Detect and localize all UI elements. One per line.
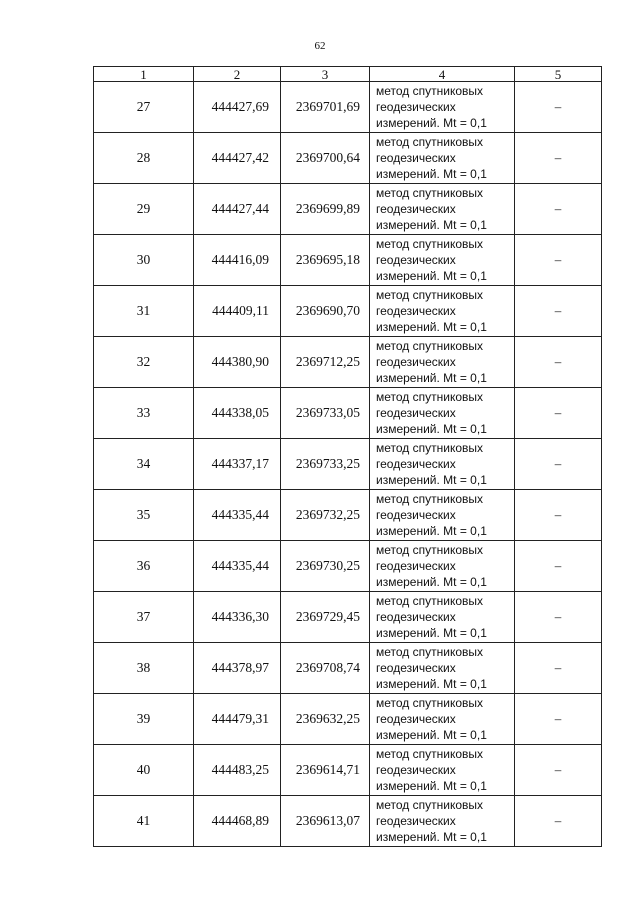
method-line: геодезических (376, 253, 456, 267)
method-line: метод спутниковых (376, 441, 484, 455)
coordinates-table (93, 66, 602, 847)
table-row (94, 643, 602, 694)
x-coordinate-cell: 444409,11 (194, 286, 281, 337)
x-coordinate-cell: 444479,31 (194, 694, 281, 745)
note-cell: – (515, 796, 602, 847)
note-cell: – (515, 592, 602, 643)
note-cell: – (515, 133, 602, 184)
method-line: геодезических (376, 610, 456, 624)
x-coordinate-cell: 444427,42 (194, 133, 281, 184)
note-cell: – (515, 184, 602, 235)
method-line: измерений. Mt = 0,1 (376, 575, 487, 589)
method-line: метод спутниковых (376, 288, 484, 302)
table-body (94, 67, 602, 847)
note-cell: – (515, 286, 602, 337)
method-line: измерений. Mt = 0,1 (376, 626, 487, 640)
x-coordinate-cell: 444427,44 (194, 184, 281, 235)
method-line: измерений. Mt = 0,1 (376, 167, 487, 181)
y-coordinate-cell: 2369732,25 (281, 490, 370, 541)
method-line: геодезических (376, 355, 456, 369)
method-line: метод спутниковых (376, 84, 484, 98)
method-line: измерений. Mt = 0,1 (376, 422, 487, 436)
method-cell (370, 643, 515, 694)
table-row (94, 133, 602, 184)
method-line: измерений. Mt = 0,1 (376, 677, 487, 691)
note-cell: – (515, 235, 602, 286)
y-coordinate-cell: 2369708,74 (281, 643, 370, 694)
x-coordinate-cell: 444378,97 (194, 643, 281, 694)
method-line: метод спутниковых (376, 696, 484, 710)
method-line: геодезических (376, 151, 456, 165)
method-line: метод спутниковых (376, 339, 484, 353)
x-coordinate-cell: 444335,44 (194, 541, 281, 592)
method-cell (370, 694, 515, 745)
note-cell: – (515, 490, 602, 541)
point-number-cell: 39 (94, 694, 194, 745)
method-line: метод спутниковых (376, 798, 484, 812)
method-cell (370, 541, 515, 592)
y-coordinate-cell: 2369733,05 (281, 388, 370, 439)
note-cell: – (515, 439, 602, 490)
point-number-cell: 34 (94, 439, 194, 490)
table-row (94, 439, 602, 490)
method-line: метод спутниковых (376, 237, 484, 251)
column-number-5: 5 (515, 67, 602, 82)
method-line: геодезических (376, 202, 456, 216)
method-line: измерений. Mt = 0,1 (376, 116, 487, 130)
note-cell: – (515, 82, 602, 133)
method-line: измерений. Mt = 0,1 (376, 473, 487, 487)
method-line: метод спутниковых (376, 186, 484, 200)
method-line: геодезических (376, 406, 456, 420)
method-line: геодезических (376, 508, 456, 522)
y-coordinate-cell: 2369699,89 (281, 184, 370, 235)
y-coordinate-cell: 2369700,64 (281, 133, 370, 184)
method-cell (370, 184, 515, 235)
method-line: геодезических (376, 559, 456, 573)
method-line: метод спутниковых (376, 645, 484, 659)
method-cell (370, 337, 515, 388)
y-coordinate-cell: 2369701,69 (281, 82, 370, 133)
table-row (94, 490, 602, 541)
table-row (94, 235, 602, 286)
y-coordinate-cell: 2369632,25 (281, 694, 370, 745)
point-number-cell: 38 (94, 643, 194, 694)
point-number-cell: 29 (94, 184, 194, 235)
column-number-3: 3 (281, 67, 370, 82)
method-cell (370, 235, 515, 286)
method-line: геодезических (376, 457, 456, 471)
table-row (94, 694, 602, 745)
method-line: измерений. Mt = 0,1 (376, 269, 487, 283)
method-cell (370, 592, 515, 643)
x-coordinate-cell: 444380,90 (194, 337, 281, 388)
method-line: геодезических (376, 100, 456, 114)
method-cell (370, 490, 515, 541)
point-number-cell: 30 (94, 235, 194, 286)
column-number-4: 4 (370, 67, 515, 82)
table-row (94, 541, 602, 592)
method-cell (370, 82, 515, 133)
method-cell (370, 133, 515, 184)
method-cell (370, 439, 515, 490)
method-line: метод спутниковых (376, 135, 484, 149)
note-cell: – (515, 694, 602, 745)
method-line: геодезических (376, 304, 456, 318)
method-cell (370, 286, 515, 337)
y-coordinate-cell: 2369695,18 (281, 235, 370, 286)
x-coordinate-cell: 444337,17 (194, 439, 281, 490)
method-line: метод спутниковых (376, 492, 484, 506)
method-cell (370, 796, 515, 847)
method-line: измерений. Mt = 0,1 (376, 728, 487, 742)
method-line: измерений. Mt = 0,1 (376, 779, 487, 793)
x-coordinate-cell: 444468,89 (194, 796, 281, 847)
method-line: измерений. Mt = 0,1 (376, 830, 487, 844)
method-line: геодезических (376, 661, 456, 675)
point-number-cell: 41 (94, 796, 194, 847)
point-number-cell: 36 (94, 541, 194, 592)
note-cell: – (515, 388, 602, 439)
note-cell: – (515, 643, 602, 694)
point-number-cell: 33 (94, 388, 194, 439)
point-number-cell: 27 (94, 82, 194, 133)
x-coordinate-cell: 444336,30 (194, 592, 281, 643)
point-number-cell: 28 (94, 133, 194, 184)
table-row (94, 388, 602, 439)
method-cell (370, 388, 515, 439)
table-row (94, 592, 602, 643)
note-cell: – (515, 541, 602, 592)
method-line: геодезических (376, 814, 456, 828)
note-cell: – (515, 337, 602, 388)
y-coordinate-cell: 2369614,71 (281, 745, 370, 796)
x-coordinate-cell: 444427,69 (194, 82, 281, 133)
column-number-row (94, 67, 602, 82)
x-coordinate-cell: 444338,05 (194, 388, 281, 439)
y-coordinate-cell: 2369729,45 (281, 592, 370, 643)
column-number-1: 1 (94, 67, 194, 82)
table-row (94, 184, 602, 235)
table-row (94, 82, 602, 133)
method-line: метод спутниковых (376, 543, 484, 557)
table-row (94, 796, 602, 847)
method-line: измерений. Mt = 0,1 (376, 320, 487, 334)
table-row (94, 337, 602, 388)
table-row (94, 286, 602, 337)
point-number-cell: 40 (94, 745, 194, 796)
point-number-cell: 35 (94, 490, 194, 541)
method-line: геодезических (376, 763, 456, 777)
method-line: метод спутниковых (376, 594, 484, 608)
point-number-cell: 32 (94, 337, 194, 388)
x-coordinate-cell: 444483,25 (194, 745, 281, 796)
method-line: метод спутниковых (376, 747, 484, 761)
method-line: измерений. Mt = 0,1 (376, 524, 487, 538)
note-cell: – (515, 745, 602, 796)
y-coordinate-cell: 2369712,25 (281, 337, 370, 388)
x-coordinate-cell: 444335,44 (194, 490, 281, 541)
point-number-cell: 37 (94, 592, 194, 643)
y-coordinate-cell: 2369613,07 (281, 796, 370, 847)
point-number-cell: 31 (94, 286, 194, 337)
x-coordinate-cell: 444416,09 (194, 235, 281, 286)
method-line: измерений. Mt = 0,1 (376, 371, 487, 385)
column-number-2: 2 (194, 67, 281, 82)
method-line: геодезических (376, 712, 456, 726)
y-coordinate-cell: 2369690,70 (281, 286, 370, 337)
method-cell (370, 745, 515, 796)
method-line: измерений. Mt = 0,1 (376, 218, 487, 232)
table-row (94, 745, 602, 796)
page-number: 62 (314, 40, 326, 52)
method-line: метод спутниковых (376, 390, 484, 404)
y-coordinate-cell: 2369733,25 (281, 439, 370, 490)
y-coordinate-cell: 2369730,25 (281, 541, 370, 592)
